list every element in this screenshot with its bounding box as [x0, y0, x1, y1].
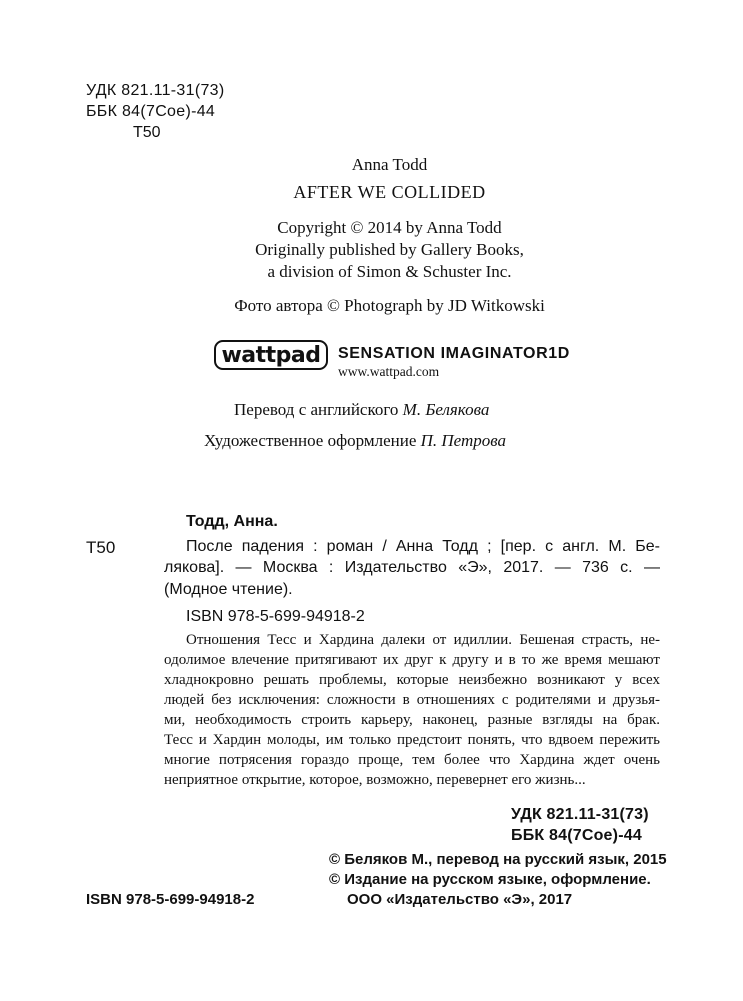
footer-copyright-line-3: ООО «Издательство «Э», 2017	[347, 891, 573, 908]
designer-name: П. Петрова	[420, 431, 507, 450]
copyright-line-3: a division of Simon & Schuster Inc.	[267, 262, 512, 281]
annotation-line-4	[164, 692, 660, 709]
original-author: Anna Todd	[351, 155, 428, 174]
bottom-bbk-code: ББК 84(7Сое)-44	[511, 827, 642, 844]
annotation-line-1	[186, 632, 660, 649]
translation-prefix: Перевод с английского	[234, 400, 403, 419]
footer-copyright-line-2: © Издание на русском языке, оформление.	[329, 871, 651, 888]
design-credit	[204, 431, 506, 451]
catalog-entry-text-2: лякова]. — Москва : Издательство «Э», 2017. — 736 с. —	[164, 559, 660, 576]
annotation-text-4: людей без исключения: сложности в отношениях с родителями и друзья-	[164, 692, 660, 708]
original-title: AFTER WE COLLIDED	[293, 182, 486, 202]
catalog-isbn: ISBN 978-5-699-94918-2	[186, 608, 365, 625]
annotation-line-3	[164, 672, 660, 689]
translator-name: М. Белякова	[402, 400, 490, 419]
annotation-line-7	[164, 752, 660, 769]
wattpad-logo: wattpad	[214, 340, 328, 370]
bottom-udk-code: УДК 821.11-31(73)	[511, 806, 649, 823]
bbk-code: ББК 84(7Сое)-44	[86, 103, 216, 120]
annotation-text-5: ми, необходимость строить карьеру, наконец, разные взгляды на брак.	[164, 712, 660, 728]
photo-credit: Фото автора © Photograph by JD Witkowski	[234, 296, 545, 315]
annotation-text-3: хладнокровно решать проблемы, которые неизбежно возникают у всех	[164, 672, 660, 688]
footer-isbn: ISBN 978-5-699-94918-2	[86, 891, 255, 908]
wattpad-url: www.wattpad.com	[338, 364, 440, 379]
copyright-line-2: Originally published by Gallery Books,	[255, 240, 524, 259]
annotation-text-2: одолимое влечение притягивают их друг к другу и в то же время мешают	[164, 652, 660, 668]
footer-copyright-line-1: © Беляков М., перевод на русский язык, 2015	[329, 851, 667, 868]
catalog-entry-text-1: После падения : роман / Анна Тодд ; [пер. с англ. М. Бе-	[186, 538, 660, 555]
annotation-line-8: неприятное открытие, которое, возможно, перевернет его жизнь...	[164, 772, 586, 788]
annotation-line-5	[164, 712, 660, 729]
translation-credit	[234, 400, 489, 420]
annotation-line-6	[164, 732, 660, 749]
catalog-code: Т50	[86, 538, 116, 557]
copyright-line-1: Copyright © 2014 by Anna Todd	[277, 218, 502, 237]
wattpad-tagline: SENSATION IMAGINATOR1D	[338, 345, 570, 362]
author-sign-code: Т50	[133, 124, 161, 141]
catalog-entry-line-1	[186, 538, 660, 556]
catalog-entry-line-2	[164, 559, 660, 577]
catalog-entry-line-3: (Модное чтение).	[164, 581, 293, 598]
design-prefix: Художественное оформление	[204, 431, 421, 450]
annotation-text-1: Отношения Тесс и Хардина далеки от идиллии. Бешеная страсть, не-	[186, 632, 660, 648]
udk-code: УДК 821.11-31(73)	[86, 82, 225, 99]
annotation-text-7: многие потрясения гораздо проще, тем более что Хардина ждет очень	[164, 752, 660, 768]
annotation-line-2	[164, 652, 660, 669]
annotation-text-6: Тесс и Хардин молоды, им только предстоит понять, что вдвоем пережить	[164, 732, 660, 748]
catalog-author-heading: Тодд, Анна.	[186, 513, 278, 530]
